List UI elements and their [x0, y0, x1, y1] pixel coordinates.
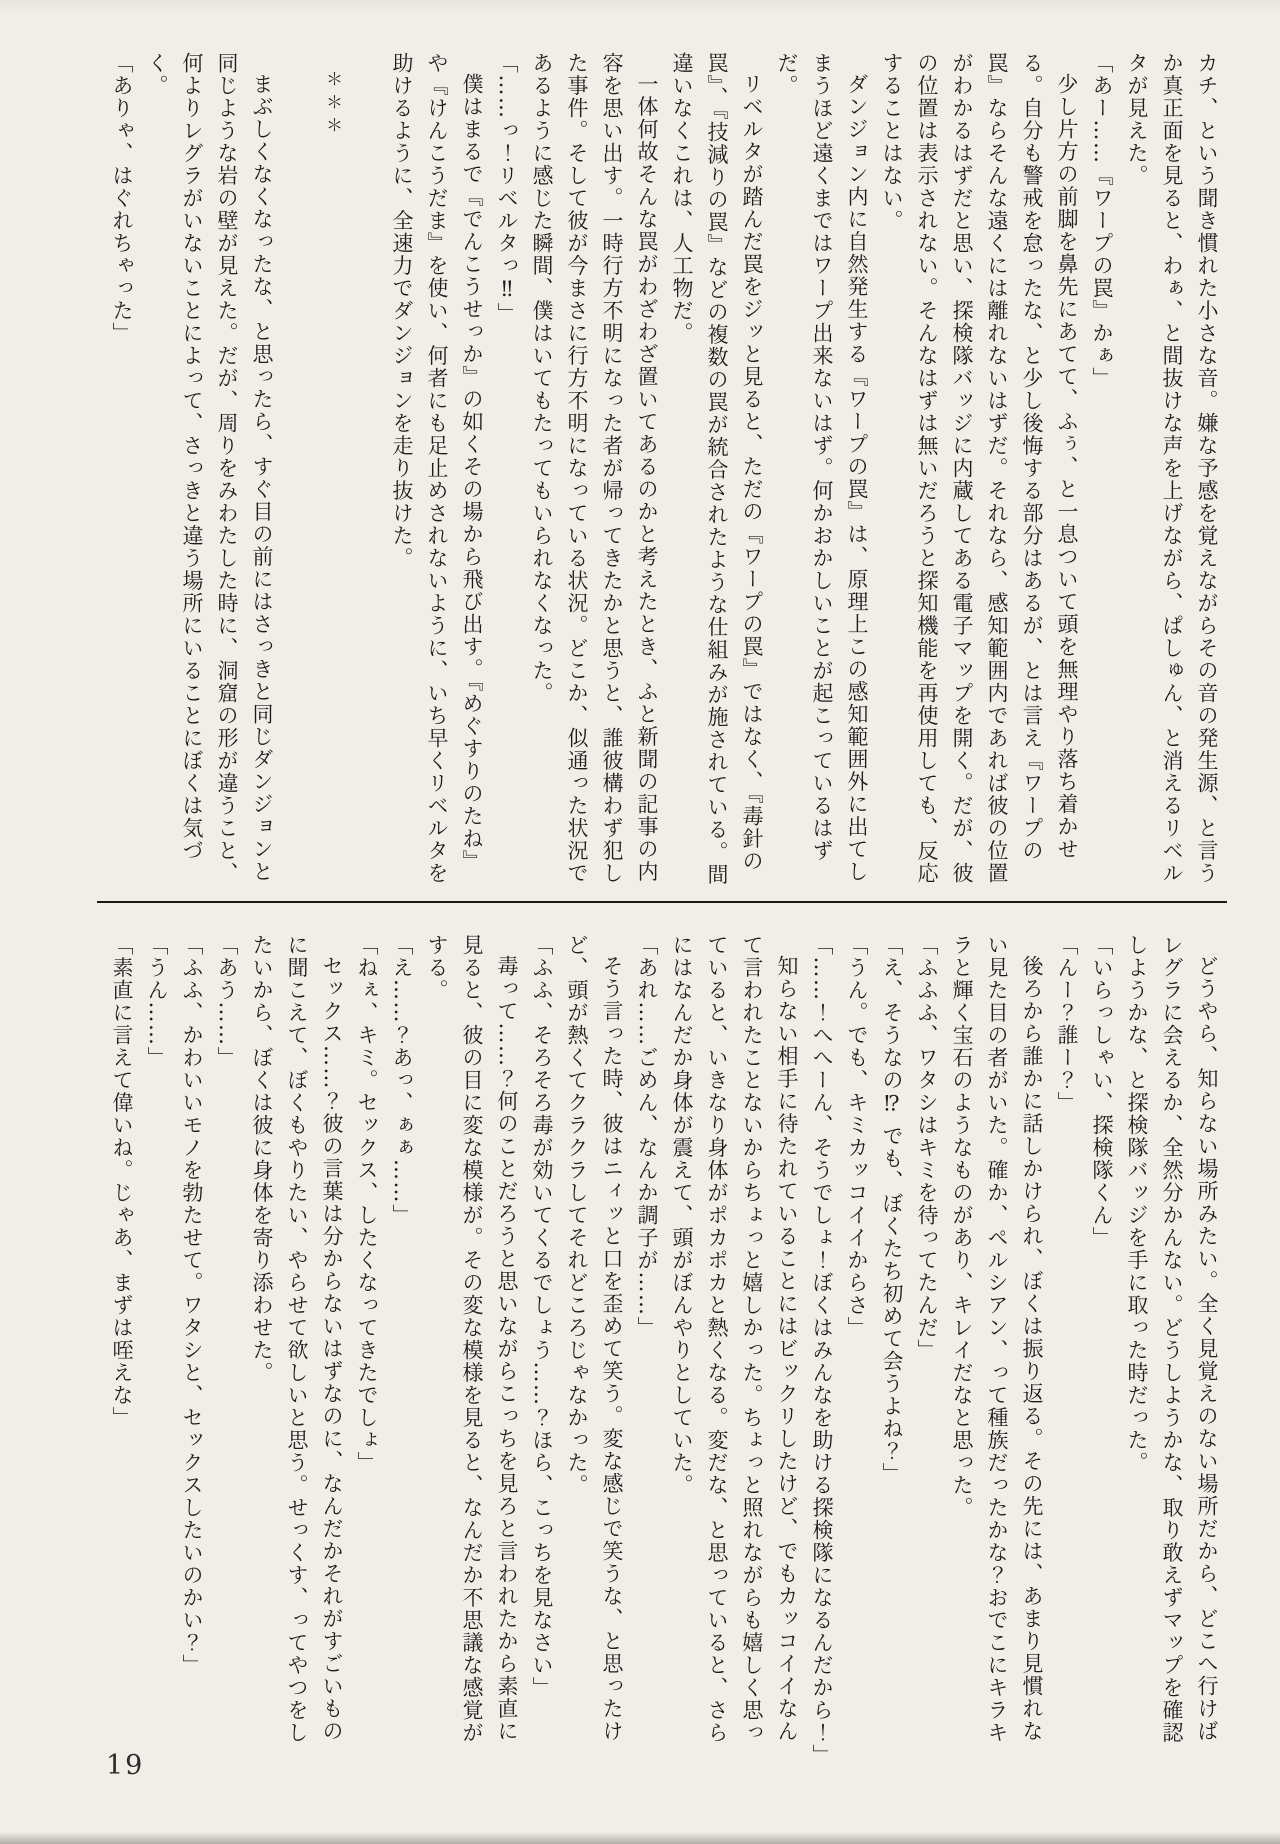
paragraph: 「ねぇ、キミ。セックス、したくなってきたでしょ」	[355, 934, 379, 1474]
paragraph: ダンジョン内に自然発生する『ワープの罠』は、原理上この感知範囲外に出てしまうほど遠くまではワープ出来ないはず。何かおかしいことが起こっているはずだ。	[775, 52, 869, 883]
page-edge-shadow	[0, 1832, 1280, 1844]
paragraph: 「素直に言えて偉いね。じゃあ、まずは咥えな」	[110, 934, 134, 1429]
text-section-top	[97, 52, 1224, 888]
paragraph: まぶしくなくなったな、と思ったら、すぐ目の前にはさっきと同じダンジョンと同じような岩の壁が見えた。だが、周りをみわたした時に、洞窟の形が違うこと、何よりレグラがいないことによって、さっきと違う場所にいることにぼくは気づく。	[145, 52, 274, 885]
section-divider-asterisks: ＊＊＊	[322, 70, 342, 139]
paragraph: 僕はまるで『でんこうせっか』の如くその場から飛び出す。『めぐすりのたね』や『けんこうだま』を使い、何者にも足止めされないように、いち早くリベルタを助けるように、全速力でダンジョンを走り抜けた。	[390, 52, 484, 885]
paragraph: 「いらっしゃい、探検隊くん」	[1090, 934, 1114, 1249]
paragraph: 「え……？あっ、ぁぁ……」	[390, 934, 414, 1227]
paragraph: カチ、という聞き慣れた小さな音。嫌な予感を覚えながらその音の発生源、と言うか真正面を見ると、わぁ、と間抜けな声を上げながら、ぱしゅん、と消えるリベルタが見えた。	[1125, 52, 1219, 885]
paragraph: 一体何故そんな罠がわざわざ置いてあるのかと考えたとき、ふと新聞の記事の内容を思い出す。一時行方不明になった者が帰ってきたかと思うと、誰彼構わず犯した事件。そして彼が今まさに行方不明になっている状況。どこか、似通った状況であるように感じた瞬間、僕はいてもたってもいられなくなった。	[530, 52, 659, 885]
paragraph: 「……っ！リベルタっ‼」	[495, 52, 519, 325]
paragraph: 「……！へへーん、そうでしょ！ぼくはみんなを助ける探検隊になるんだから！」	[810, 934, 834, 1767]
paragraph: 「あー……『ワープの罠』かぁ」	[1090, 52, 1114, 390]
paragraph: リベルタが踏んだ罠をジッと見ると、ただの『ワープの罠』ではなく、『毒針の罠』、『技減りの罠』などの複数の罠が統合されたような仕組みが施されている。間違いなくこれは、人工物だ。	[670, 52, 764, 886]
paragraph: 毒って……？何のことだろうと思いながらこっちを見ろと言われたから素直に見ると、彼の目に変な模様が。その変な模様を見ると、なんだか不思議な感覚がする。	[425, 934, 519, 1744]
section-divider-rule	[97, 901, 1227, 903]
paragraph: 「あう……」	[215, 934, 239, 1069]
scan-edge-artifact	[0, 0, 1280, 14]
page-number: 19	[106, 1750, 145, 1781]
paragraph: どうやら、知らない場所みたい。全く見覚えのない場所だから、どこへ行けばレグラに会えるか、全然分かんない。どうしようかな、取り敢えずマップを確認しようかな、と探検隊バッジを手に取った時だった。	[1125, 934, 1219, 1744]
paragraph: 「ありゃ、はぐれちゃった」	[110, 52, 134, 345]
paragraph: 「あれ……ごめん、なんか調子が……」	[635, 934, 659, 1339]
paragraph: セックス……？彼の言葉は分からないはずなのに、なんだかそれがすごいものに聞こえて、ぼくもやりたい、やらせて欲しいと思う。せっくす、ってやつをしたいから、ぼくは彼に身体を寄り添わせた。	[250, 934, 344, 1744]
paragraph: 「んー？誰ー？」	[1055, 934, 1079, 1114]
paragraph: 「え、そうなの⁉ でも、ぼくたち初めて会うよね？」	[880, 934, 904, 1486]
paragraph: 少し片方の前脚を鼻先にあてて、ふぅ、と一息ついて頭を無理やり落ち着かせる。自分も警戒を怠ったな、と少し後悔する部分はあるが、とは言え『ワープの罠』ならそんな遠くには離れないはずだ。それなら、感知範囲内であれば彼の位置がわかるはずだと思い、探検隊バッジに内蔵してある電子マップを開く。だが、彼の位置は表示されない。そんなはずは無いだろうと探知機能を再使用しても、反応することはない。	[880, 52, 1079, 885]
paragraph: 「ふふ、かわいいモノを勃たせて。ワタシと、セックスしたいのかい？」	[180, 934, 204, 1677]
paragraph: 「ふふふ、ワタシはキミを待ってたんだ」	[915, 934, 939, 1362]
paragraph: 後ろから誰かに話しかけられ、ぼくは振り返る。その先には、あまり見慣れない見た目の者がいた。確か、ペルシアン、って種族だったかな？おでこにキラキラと輝く宝石のようなものがあり、キレイだなと思った。	[950, 934, 1044, 1744]
paragraph: 「ふふ、そろそろ毒が効いてくるでしょう……？ほら、こっちを見なさい」	[530, 934, 554, 1699]
paragraph: 「うん。でも、キミカッコイイからさ」	[845, 934, 869, 1339]
paragraph: 「うん……」	[145, 934, 169, 1069]
paragraph: そう言った時、彼はニィッと口を歪めて笑う。変な感じで笑うな、と思ったけど、頭が熱くてクラクラしてそれどころじゃなかった。	[565, 934, 624, 1743]
paragraph: 知らない相手に待たれていることにはビックリしたけど、でもカッコイイなんて言われたことないからちょっと嬉しかった。ちょっと照れながらも嬉しく思っていると、いきなり身体がポカポカと熱くなる。変だな、と思っていると、さらにはなんだか身体が震えて、頭がぼんやりとしていた。	[670, 934, 799, 1744]
